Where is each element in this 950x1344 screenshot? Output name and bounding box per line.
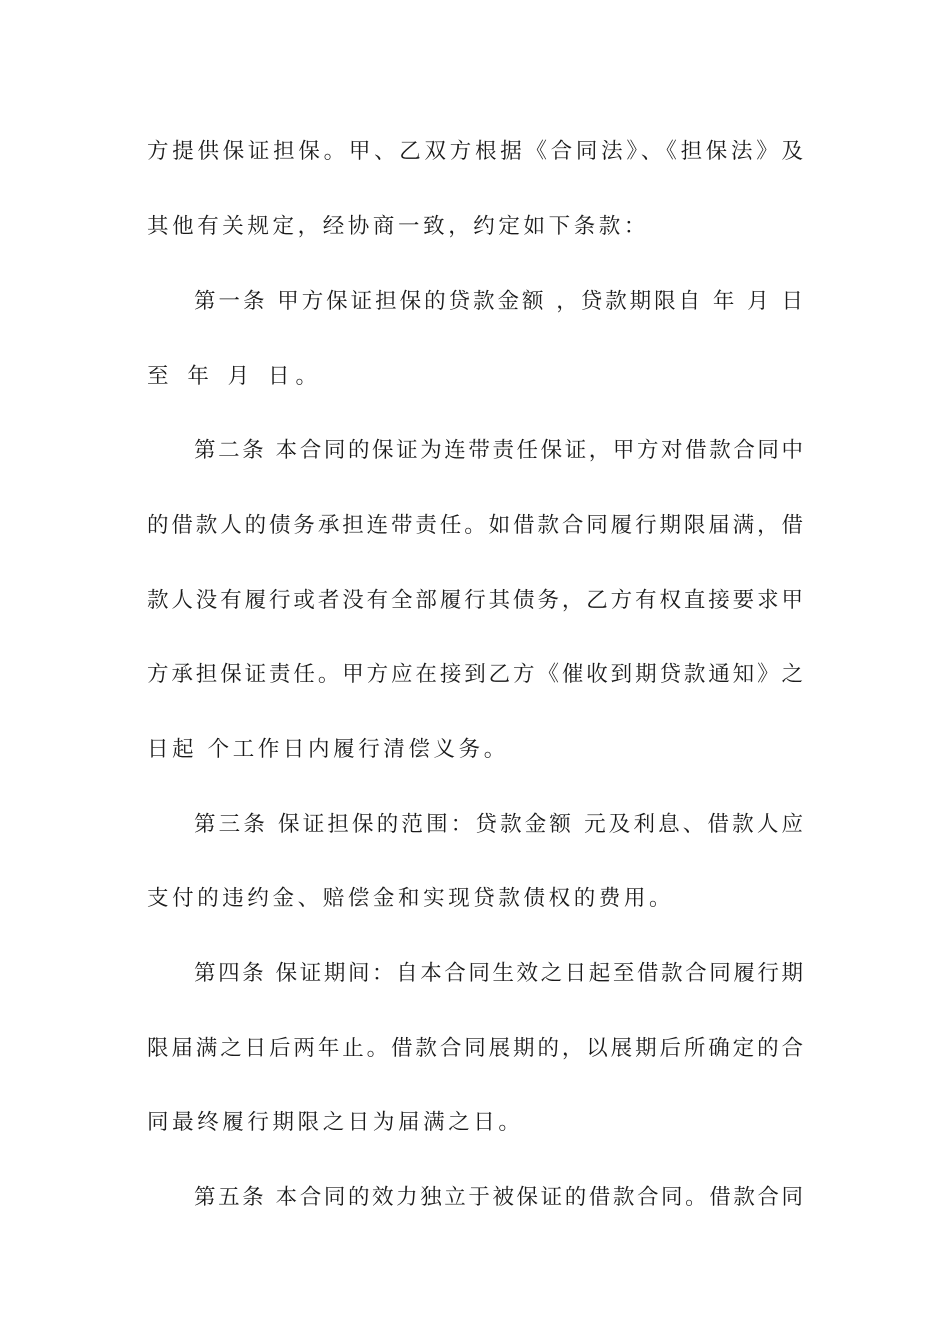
text-line: 日起 个工作日内履行清偿义务。 — [147, 737, 509, 762]
text-line: 同最终履行期限之日为届满之日。 — [147, 1110, 524, 1135]
text-line: 方承担保证责任。甲方应在接到乙方《催收到期贷款通知》之 — [147, 662, 803, 687]
text-line: 的借款人的债务承担连带责任。如借款合同履行期限届满，借 — [147, 513, 803, 538]
article-4-heading-line: 第四条 保证期间：自本合同生效之日起至借款合同履行期 — [194, 961, 803, 986]
text-line: 限届满之日后两年止。借款合同展期的，以展期后所确定的合 — [147, 1036, 803, 1061]
article-5-heading-line: 第五条 本合同的效力独立于被保证的借款合同。借款合同 — [194, 1185, 803, 1210]
article-2-heading-line: 第二条 本合同的保证为连带责任保证，甲方对借款合同中 — [194, 438, 803, 463]
text-line: 方提供保证担保。甲、乙双方根据《合同法》、《担保法》及 — [147, 139, 803, 164]
text-line: 款人没有履行或者没有全部履行其债务，乙方有权直接要求甲 — [147, 588, 803, 613]
text-line: 支付的违约金、赔偿金和实现贷款债权的费用。 — [147, 886, 675, 911]
article-3-heading-line: 第三条 保证担保的范围：贷款金额 元及利息、借款人应 — [194, 812, 803, 837]
text-line: 至 年 月 日。 — [147, 364, 324, 389]
text-line: 其他有关规定，经协商一致，约定如下条款： — [147, 214, 650, 239]
article-1-heading-line: 第一条 甲方保证担保的贷款金额 ，贷款期限自 年 月 日 — [194, 289, 803, 314]
